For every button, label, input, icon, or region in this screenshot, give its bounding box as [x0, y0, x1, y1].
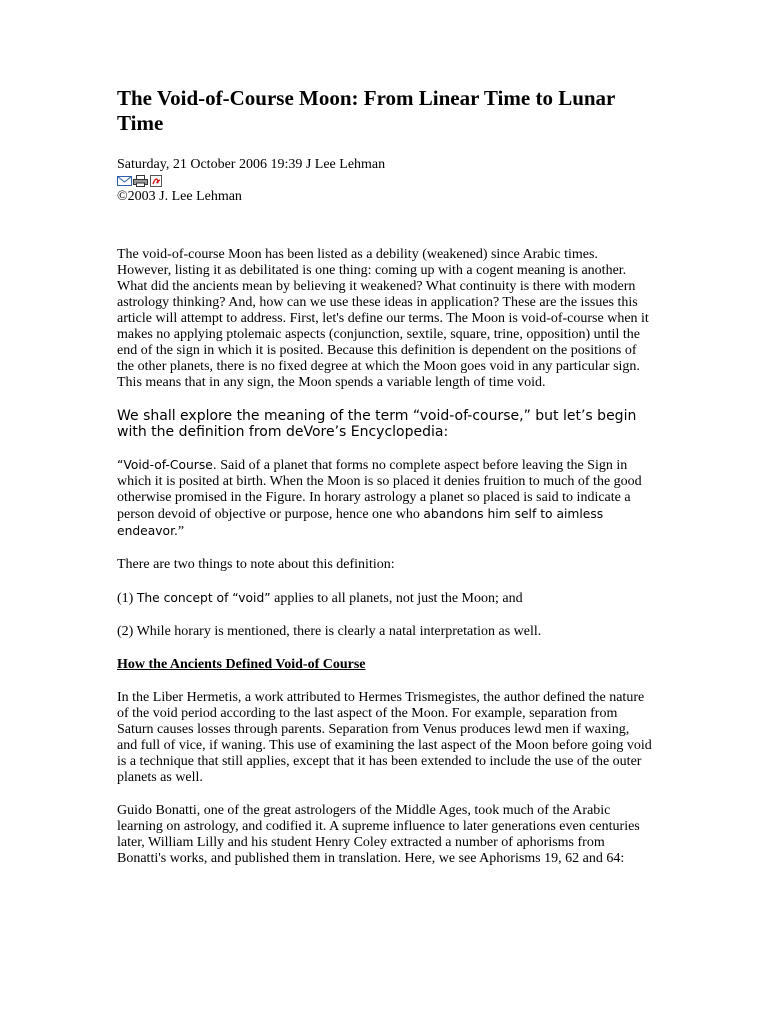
article-tools: [117, 174, 652, 188]
copyright-line: ©2003 J. Lee Lehman: [117, 189, 242, 204]
article-meta: Saturday, 21 October 2006 19:39 J Lee Lehman: [117, 157, 386, 172]
pdf-icon[interactable]: [149, 175, 164, 187]
point-one-rest: applies to all planets, not just the Moon; and: [270, 591, 523, 606]
quote-ending: abandons him self to aimless endeavor.: [117, 507, 604, 538]
paragraph-devore-quote: [117, 457, 652, 540]
paragraph-two-things: There are two things to note about this definition:: [117, 557, 395, 572]
paragraph-liber-hermetis: In the Liber Hermetis, a work attributed to Hermes Trismegistes, the author defined the nature of the void period according to the last aspect of the Moon. For example, separation from Saturn causes losses through parents. Separation from Venus produces lewd men if waxing, and full of vice, if waning. This use of examining the last aspect of the Moon before going void is a technique that still applies, except that it has been extended to include the use of the outer planets as well.: [117, 690, 652, 785]
paragraph-bonatti: Guido Bonatti, one of the great astrologers of the Middle Ages, took much of the Arabic learning on astrology, and codified it. A supreme influence to later generations even centuries later, William Lilly and his student Henry Coley extracted a number of aphorisms from Bonatti's works, and published them in translation. Here, we see Aphorisms 19, 62 and 64:: [117, 803, 640, 866]
quote-term: “Void-of-Course.: [117, 458, 217, 472]
print-icon[interactable]: [133, 175, 148, 187]
quote-body: Said of a planet that forms no complete aspect before leaving the Sign in which it is posited at birth. When the Moon is so placed it denies fruition to much of the good otherwise promised in the Figure. In horary astrology a planet so placed is said to indicate a person devoid of objective or purpose, hence one who: [117, 458, 642, 522]
paragraph-intro: The void-of-course Moon has been listed as a debility (weakened) since Arabic times. However, listing it as debilitated is one thing: coming up with a cogent meaning is another. What did the ancients mean by believing it weakened? What continuity is there with modern astrology thinking? And, how can we use these ideas in application? These are the issues this article will attempt to address. First, let's define our terms. The Moon is void-of-course when it makes no applying ptolemaic aspects (conjunction, sextile, square, trine, opposition) until the end of the sign in which it is posited. Because this definition is dependent on the positions of the other planets, there is no fixed degree at which the Moon goes void in any particular sign. This means that in any sign, the Moon spends a variable length of time void.: [117, 247, 649, 390]
point-one-number: (1): [117, 591, 137, 606]
quote-close: ”: [177, 524, 185, 539]
paragraph-point-two: (2) While horary is mentioned, there is clearly a natal interpretation as well.: [117, 624, 542, 639]
point-one-concept: The concept of “void”: [136, 591, 271, 605]
section-heading: How the Ancients Defined Void-of Course: [117, 657, 366, 672]
article: [117, 86, 652, 884]
paragraph-point-one: [117, 590, 652, 607]
article-title: The Void-of-Course Moon: From Linear Time to Lunar Time: [117, 86, 616, 135]
paragraph-definition-lead: We shall explore the meaning of the term “void-of-course,” but let’s begin with the definition from deVore’s Encyclopedia:: [117, 408, 637, 440]
email-icon[interactable]: [117, 175, 132, 187]
